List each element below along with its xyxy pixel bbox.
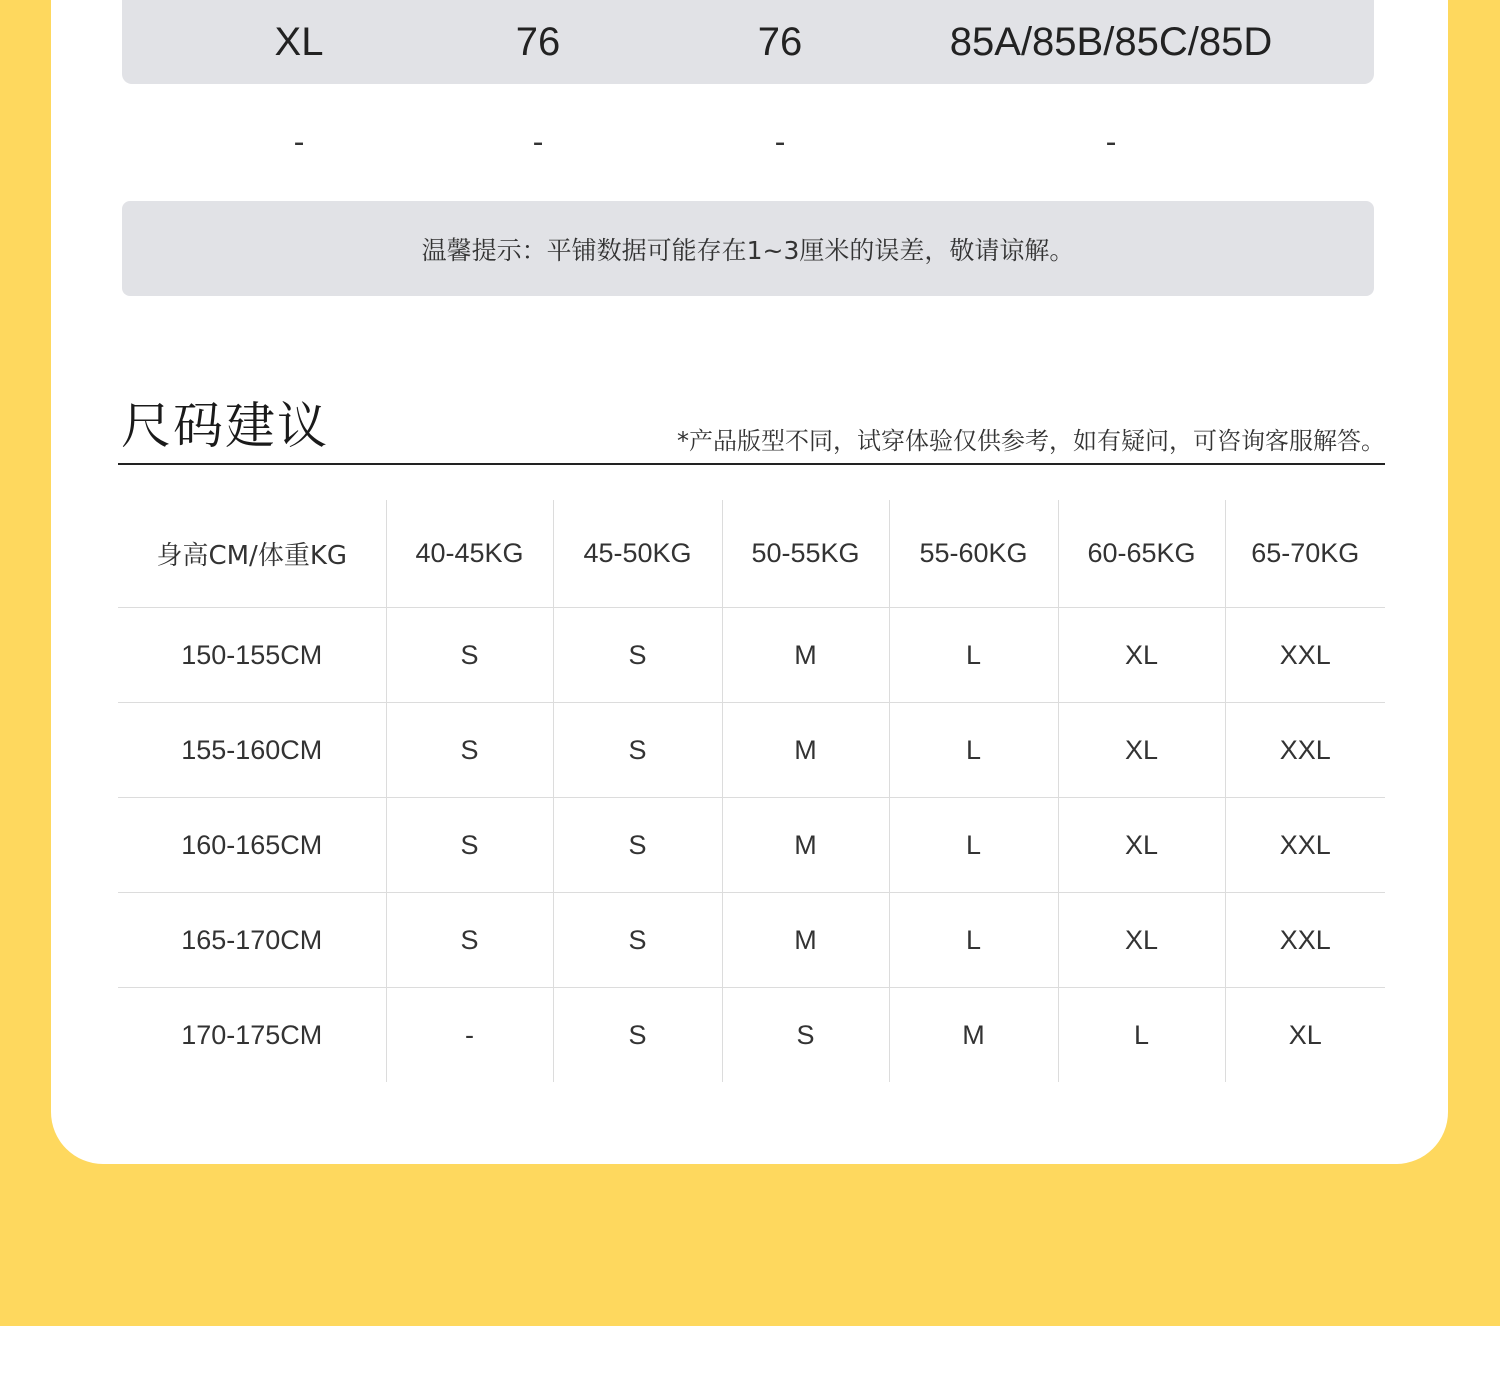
- size-cell: XL: [1058, 798, 1225, 893]
- size-cell: XXL: [1225, 608, 1385, 703]
- measure-cell: -: [774, 124, 786, 160]
- header-cell: 50-55KG: [722, 500, 889, 608]
- size-cell: S: [386, 798, 553, 893]
- size-cell: -: [386, 988, 553, 1083]
- size-advice-table: [118, 500, 1385, 1082]
- table-row: [118, 798, 1385, 893]
- size-cell: L: [889, 893, 1058, 988]
- header-cell: 45-50KG: [553, 500, 722, 608]
- size-cell: M: [889, 988, 1058, 1083]
- size-advice-title: 尺码建议: [121, 397, 329, 455]
- height-cell: 160-165CM: [118, 798, 386, 893]
- measurement-row-empty: [122, 112, 1374, 172]
- size-cell: M: [722, 703, 889, 798]
- height-cell: 170-175CM: [118, 988, 386, 1083]
- measure-cell: 76: [515, 19, 561, 64]
- size-cell: S: [553, 798, 722, 893]
- measure-cell: 85A/85B/85C/85D: [949, 19, 1273, 64]
- measure-cell: -: [1105, 124, 1117, 160]
- header-cell: 40-45KG: [386, 500, 553, 608]
- size-cell: S: [386, 703, 553, 798]
- measurement-row-xl: [122, 0, 1374, 84]
- size-cell: XL: [1225, 988, 1385, 1083]
- table-row: [118, 703, 1385, 798]
- table-row: [118, 988, 1385, 1083]
- size-cell: L: [889, 703, 1058, 798]
- header-cell: 55-60KG: [889, 500, 1058, 608]
- size-cell: M: [722, 608, 889, 703]
- size-cell: XXL: [1225, 798, 1385, 893]
- size-cell: S: [553, 703, 722, 798]
- size-cell: S: [553, 988, 722, 1083]
- table-row: [118, 893, 1385, 988]
- size-cell: S: [553, 893, 722, 988]
- table-header-row: [118, 500, 1385, 608]
- size-advice-note: *产品版型不同，试穿体验仅供参考，如有疑问，可咨询客服解答。: [677, 427, 1385, 455]
- height-cell: 165-170CM: [118, 893, 386, 988]
- header-cell: 身高CM/体重KG: [156, 541, 348, 571]
- size-cell: L: [889, 798, 1058, 893]
- measurement-tip: [122, 201, 1374, 296]
- size-cell: L: [1058, 988, 1225, 1083]
- size-cell: S: [553, 608, 722, 703]
- size-cell: S: [386, 608, 553, 703]
- measure-cell: -: [532, 124, 544, 160]
- bottom-strip: [0, 1326, 1500, 1394]
- size-cell: S: [386, 893, 553, 988]
- size-cell: M: [722, 798, 889, 893]
- size-cell: M: [722, 893, 889, 988]
- size-cell: S: [722, 988, 889, 1083]
- tip-text: 温馨提示：平铺数据可能存在1~3厘米的误差，敬请谅解。: [421, 235, 1075, 265]
- header-cell: 65-70KG: [1225, 500, 1385, 608]
- size-cell: XXL: [1225, 893, 1385, 988]
- measure-cell: -: [293, 124, 305, 160]
- measure-cell: 76: [757, 19, 803, 64]
- size-cell: XL: [1058, 608, 1225, 703]
- section-divider: [118, 463, 1385, 465]
- measure-cell: XL: [274, 19, 324, 64]
- size-cell: XXL: [1225, 703, 1385, 798]
- size-cell: XL: [1058, 703, 1225, 798]
- header-cell: 60-65KG: [1058, 500, 1225, 608]
- height-cell: 155-160CM: [118, 703, 386, 798]
- table-row: [118, 608, 1385, 703]
- height-cell: 150-155CM: [118, 608, 386, 703]
- size-cell: XL: [1058, 893, 1225, 988]
- size-cell: L: [889, 608, 1058, 703]
